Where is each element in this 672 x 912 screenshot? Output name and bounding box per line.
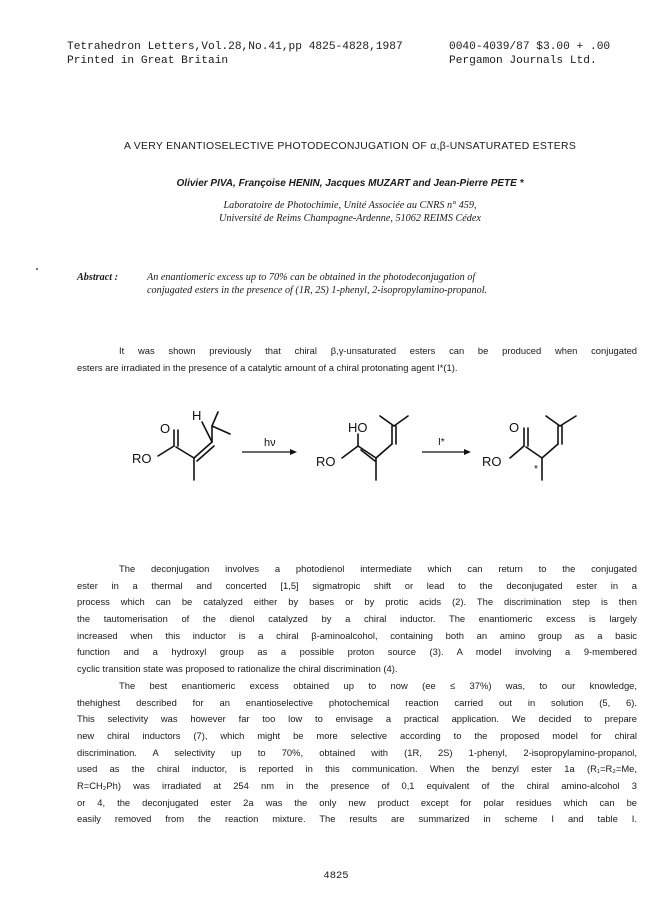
publisher-name: Pergamon Journals Ltd. bbox=[449, 55, 597, 67]
printed-in: Printed in Great Britain bbox=[67, 55, 229, 67]
arrowhead bbox=[464, 449, 471, 455]
text-line: used as the chiral inductor, is reported in this communication. When the benzyl ester 1a (R₁=R₂=Me, bbox=[77, 763, 637, 775]
affiliation-line: Laboratoire de Photochimie, Unité Associée au CNRS n° 459, bbox=[223, 200, 477, 211]
author-list: Olivier PIVA, Françoise HENIN, Jacques MUZART and Jean-Pierre PETE * bbox=[176, 178, 524, 189]
text-line: cyclic transition state was proposed to rationalize the chiral discrimination (4). bbox=[77, 663, 398, 675]
text-line: It was shown previously that chiral β,γ-unsaturated esters can be produced when conjugated bbox=[119, 345, 637, 356]
text-line: function and a hydroxyl group as a possible proton source (3). A model involving a 9-membered bbox=[77, 646, 637, 658]
ro-label: RO bbox=[132, 451, 152, 466]
issn-price: 0040-4039/87 $3.00 + .00 bbox=[449, 41, 611, 53]
arrowhead bbox=[290, 449, 297, 455]
scan-speck bbox=[36, 268, 38, 270]
reaction-scheme bbox=[130, 400, 600, 500]
text-line: thehighest described for an enantioselective photochemical reaction carried out in solution (5, 6). bbox=[77, 696, 637, 708]
text-line: The deconjugation involves a photodienol intermediate which can return to the conjugated bbox=[119, 563, 637, 574]
text-line: process which can be catalyzed either by bases or by protic acids (2). The discrimination step is then bbox=[77, 596, 637, 608]
affiliation bbox=[60, 199, 640, 225]
abstract-line: An enantiomeric excess up to 70% can be obtained in the photodeconjugation of bbox=[147, 272, 476, 283]
journal-header bbox=[67, 40, 447, 68]
oxygen-label: O bbox=[160, 421, 171, 436]
intro-paragraph bbox=[77, 343, 637, 376]
arrow-label-inductor: I* bbox=[438, 437, 445, 448]
ho-label: HO bbox=[348, 420, 368, 435]
text-line: increased when this inductor is a chiral β-aminoalcohol, containing both an amino group as a basic bbox=[77, 629, 637, 641]
stereocenter-star: * bbox=[534, 464, 538, 475]
deconjugated-ester-structure bbox=[510, 416, 576, 480]
text-line: new chiral inductors (7), which might be more selective according to the proposed model for chiral bbox=[77, 729, 637, 741]
text-line: ester in a thermal and concerted [1,5] sigmatropic shift or lead to the deconjugated ester in a bbox=[77, 579, 637, 591]
publisher-header bbox=[449, 40, 649, 68]
text-line: esters are irradiated in the presence of a catalytic amount of a chiral protonating agent I*(1). bbox=[77, 361, 458, 373]
text-line: R=CH₂Ph) was irradiated at 254 nm in the presence of 0,1 equivalent of the chiral amino-alcohol 3 bbox=[77, 779, 637, 791]
text-line: This selectivity was however far too low to envisage a practical application. We decided to prepare bbox=[77, 713, 637, 725]
ro-label: RO bbox=[482, 454, 502, 469]
text-line: discrimination. A selectivity up to 70%, obtained with (1R, 2S) 1-phenyl, 2-isopropylamino-propanol, bbox=[77, 746, 637, 758]
ro-label: RO bbox=[316, 454, 336, 469]
abstract-text bbox=[147, 271, 635, 297]
text-line: The best enantiomeric excess obtained up to now (ee ≤ 37%) was, to our knowledge, bbox=[119, 679, 637, 691]
arrow-label-hv: hν bbox=[264, 437, 276, 449]
page-number: 4825 bbox=[323, 870, 349, 882]
paper-title: A VERY ENANTIOSELECTIVE PHOTODECONJUGATION OF α,β-UNSATURATED ESTERS bbox=[123, 141, 577, 152]
text-line: easily removed from the reaction mixture. The results are summarized in scheme I and table I. bbox=[77, 813, 637, 825]
text-line: or 4, the deconjugated ester 2a was the only new product except for polar residues which can be bbox=[77, 796, 637, 808]
affiliation-line: Université de Reims Champagne-Ardenne, 51062 REIMS Cédex bbox=[219, 213, 481, 224]
hydrogen-label: H bbox=[192, 408, 202, 423]
abstract-label: Abstract : bbox=[77, 272, 119, 283]
journal-citation: Tetrahedron Letters,Vol.28,No.41,pp 4825-4828,1987 bbox=[67, 41, 403, 53]
abstract-line: conjugated esters in the presence of (1R, 2S) 1-phenyl, 2-isopropylamino-propanol. bbox=[147, 285, 488, 296]
text-line: the tautomerisation of the dienol catalyzed by a chiral inductor. The enantiomeric excess is largely bbox=[77, 613, 637, 625]
oxygen-label: O bbox=[509, 420, 520, 435]
main-paragraphs bbox=[77, 561, 637, 828]
